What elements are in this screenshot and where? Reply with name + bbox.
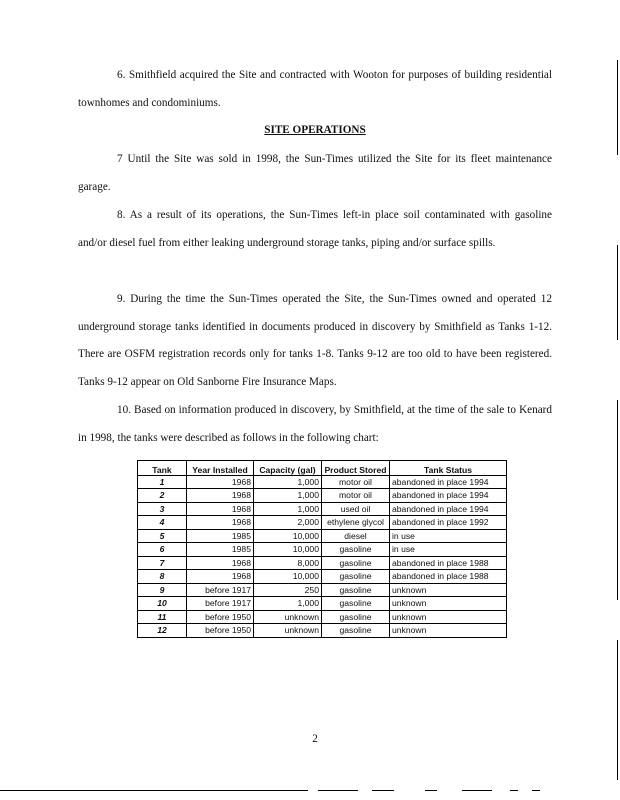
product-stored-cell: gasoline	[322, 570, 390, 584]
footer-dash	[510, 790, 518, 791]
footer-dash	[318, 790, 358, 791]
tank-status-cell: unknown	[390, 583, 507, 597]
tank-status-cell: in use	[390, 543, 507, 557]
capacity-cell: 10,000	[254, 543, 322, 557]
table-row	[138, 502, 507, 516]
capacity-cell: unknown	[254, 610, 322, 624]
tank-status-cell: abandoned in place 1994	[390, 502, 507, 516]
product-stored-cell: gasoline	[322, 583, 390, 597]
capacity-cell: 1,000	[254, 502, 322, 516]
product-stored-cell: gasoline	[322, 624, 390, 638]
paragraph-9: 9. During the time the Sun-Times operated the Site, the Sun-Times owned and operated 12 underground storage tanks identified in documents produced in discovery by Smithfield as Tanks 1-12. There are OSFM registration records only for tanks 1-8. Tanks 9-12 are too old to have been registered. Tanks 9-12 appear on Old Sanborne Fire Insurance Maps.	[78, 293, 552, 388]
tank-number-cell: 11	[138, 610, 187, 624]
right-margin-line	[617, 400, 618, 600]
year-installed-cell: 1985	[187, 543, 254, 557]
table-row	[138, 529, 507, 543]
tank-number-cell: 10	[138, 597, 187, 611]
header-tank-status: Tank Status	[390, 461, 507, 476]
paragraph-8: 8. As a result of its operations, the Sun-Times left-in place soil contaminated with gasoline and/or diesel fuel from either leaking underground storage tanks, piping and/or surface spills.	[78, 209, 552, 249]
year-installed-cell: before 1950	[187, 624, 254, 638]
table-row	[138, 475, 507, 489]
tank-status-cell: abandoned in place 1994	[390, 489, 507, 503]
footer-dash	[372, 790, 394, 791]
year-installed-cell: 1968	[187, 475, 254, 489]
header-product-stored: Product Stored	[322, 461, 390, 476]
year-installed-cell: 1968	[187, 556, 254, 570]
table-row	[138, 597, 507, 611]
tank-status-cell: unknown	[390, 624, 507, 638]
capacity-cell: 1,000	[254, 597, 322, 611]
year-installed-cell: 1968	[187, 489, 254, 503]
capacity-cell: 250	[254, 583, 322, 597]
tank-number-cell: 7	[138, 556, 187, 570]
capacity-cell: 1,000	[254, 475, 322, 489]
footer-dash	[425, 790, 437, 791]
footer-dash	[532, 790, 540, 791]
tank-number-cell: 1	[138, 475, 187, 489]
table-row	[138, 624, 507, 638]
capacity-cell: 1,000	[254, 489, 322, 503]
capacity-cell: unknown	[254, 624, 322, 638]
paragraph-6: 6. Smithfield acquired the Site and contracted with Wooton for purposes of building residential townhomes and condominiums.	[78, 69, 552, 109]
right-margin-line	[617, 60, 618, 155]
header-year-installed: Year Installed	[187, 461, 254, 476]
year-installed-cell: 1985	[187, 529, 254, 543]
tank-status-cell: abandoned in place 1988	[390, 556, 507, 570]
product-stored-cell: gasoline	[322, 556, 390, 570]
table-row	[138, 516, 507, 530]
header-tank: Tank	[138, 461, 187, 476]
tank-table	[137, 460, 507, 638]
year-installed-cell: 1968	[187, 502, 254, 516]
paragraph-10: 10. Based on information produced in discovery, by Smithfield, at the time of the sale to Kenard in 1998, the tanks were described as follows in the following chart:	[78, 404, 552, 444]
tank-status-cell: abandoned in place 1992	[390, 516, 507, 530]
table-row	[138, 610, 507, 624]
footer-dash	[462, 790, 492, 791]
table-header-row	[138, 461, 507, 476]
product-stored-cell: motor oil	[322, 475, 390, 489]
right-margin-line	[617, 245, 618, 340]
right-margin-line	[617, 640, 618, 780]
table-body	[138, 475, 507, 637]
year-installed-cell: 1968	[187, 516, 254, 530]
capacity-cell: 2,000	[254, 516, 322, 530]
tank-status-cell: unknown	[390, 610, 507, 624]
table-row	[138, 556, 507, 570]
footer-rule	[0, 790, 308, 791]
tank-number-cell: 9	[138, 583, 187, 597]
product-stored-cell: gasoline	[322, 597, 390, 611]
tank-status-cell: abandoned in place 1994	[390, 475, 507, 489]
table-row	[138, 583, 507, 597]
header-capacity: Capacity (gal)	[254, 461, 322, 476]
product-stored-cell: diesel	[322, 529, 390, 543]
tank-status-cell: in use	[390, 529, 507, 543]
capacity-cell: 10,000	[254, 529, 322, 543]
capacity-cell: 8,000	[254, 556, 322, 570]
table-row	[138, 570, 507, 584]
year-installed-cell: before 1917	[187, 597, 254, 611]
capacity-cell: 10,000	[254, 570, 322, 584]
product-stored-cell: gasoline	[322, 543, 390, 557]
year-installed-cell: before 1917	[187, 583, 254, 597]
year-installed-cell: before 1950	[187, 610, 254, 624]
table-row	[138, 543, 507, 557]
tank-number-cell: 4	[138, 516, 187, 530]
tank-number-cell: 3	[138, 502, 187, 516]
tank-number-cell: 12	[138, 624, 187, 638]
tank-number-cell: 8	[138, 570, 187, 584]
paragraph-7: 7 Until the Site was sold in 1998, the Sun-Times utilized the Site for its fleet maintenance garage.	[78, 153, 552, 193]
product-stored-cell: motor oil	[322, 489, 390, 503]
tank-status-cell: abandoned in place 1988	[390, 570, 507, 584]
year-installed-cell: 1968	[187, 570, 254, 584]
table-row	[138, 489, 507, 503]
tank-status-cell: unknown	[390, 597, 507, 611]
section-heading: SITE OPERATIONS	[264, 124, 366, 136]
product-stored-cell: gasoline	[322, 610, 390, 624]
tank-number-cell: 2	[138, 489, 187, 503]
product-stored-cell: ethylene glycol	[322, 516, 390, 530]
tank-number-cell: 5	[138, 529, 187, 543]
tank-number-cell: 6	[138, 543, 187, 557]
product-stored-cell: used oil	[322, 502, 390, 516]
page-number: 2	[312, 733, 318, 745]
